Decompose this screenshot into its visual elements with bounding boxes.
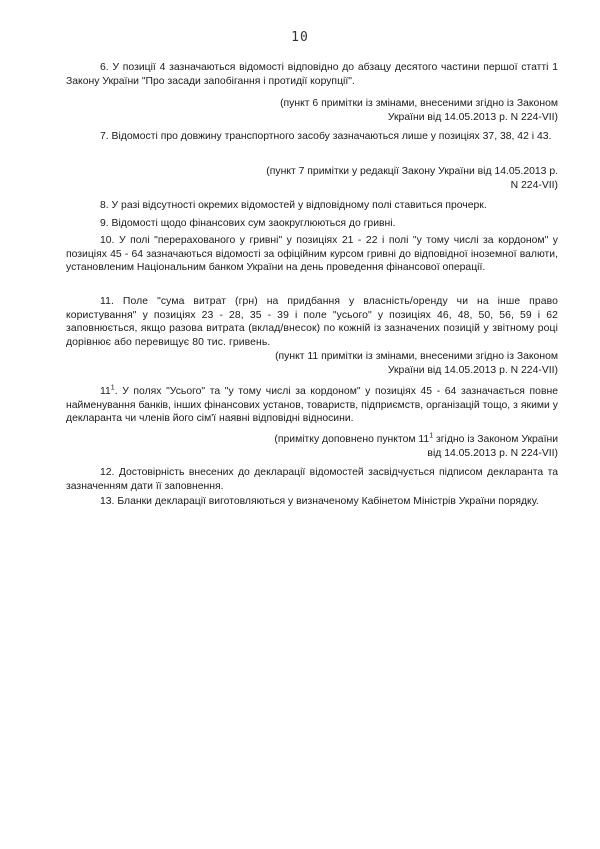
note-text-end: згідно із Законом України від 14.05.2013 р. N 224-VII) [427,434,558,459]
paragraph-11: 11. Поле "сума витрат (грн) на придбання у власність/оренду чи на інше право користування" у позиціях 23 - 28, 35 - 39 і поле "усього" у позиціях 46, 48, 50, 56, 59 і 62 заповнюється, якщо разова витрата (вклад/внесок) по кожній із зазначених позицій у звітному році дорівнює або перевищує 80 тис. гривень. [66,296,558,348]
superscript: 1 [429,432,434,440]
note-text-start: (примітку доповнено пунктом 11 [274,434,430,445]
paragraph-11-1 [66,385,558,426]
paragraph-7: 7. Відомості про довжину транспортного засобу зазначаються лише у позиціях 37, 38, 42 і 43. [100,131,552,142]
paragraph-6: 6. У позиції 4 зазначаються відомості відповідно до абзацу десятого частини першої статті 1 Закону України "Про засади запобігання і протидії корупції". [66,62,558,87]
paragraph-9: 9. Відомості щодо фінансових сум заокруглюються до гривні. [100,218,396,229]
paragraph-text: . У полях "Усього" та "у тому числі за кордоном" у позиціях 45 - 64 зазначається повне найменування банків, інших фінансових установ, товариств, підприємств, організацій тощо, з якими у декларанта чи членів його сім'ї наявні відповідні відносини. [66,386,558,425]
paragraph-8: 8. У разі відсутності окремих відомостей у відповідному полі ставиться прочерк. [100,200,487,211]
page-number: 10 [291,30,309,45]
paragraph-12: 12. Достовірність внесених до декларації відомостей засвідчується підписом декларанта та зазначенням дати її заповнення. [66,467,558,492]
amendment-note-7: (пункт 7 примітки у редакції Закону України від 14.05.2013 р. N 224-VII) [266,166,558,191]
amendment-note-11: (пункт 11 примітки із змінами, внесеними згідно із Законом України від 14.05.2013 р. N 224-VII) [275,351,558,376]
amendment-note-11-1 [258,433,558,460]
paragraph-number: 11 [100,386,111,397]
amendment-note-6: (пункт 6 примітки із змінами, внесеними згідно із Законом України від 14.05.2013 р. N 224-VII) [280,98,558,123]
paragraph-13: 13. Бланки декларації виготовляються у визначеному Кабінетом Міністрів України порядку. [100,496,539,507]
paragraph-10: 10. У полі "перерахованого у гривні" у позиціях 21 - 22 і полі "у тому числі за кордоном" у позиціях 45 - 64 зазначаються відомості за офіційним курсом гривні до відповідної іноземної валюти, установленим Національним банком України на день проведення фінансової операції. [66,235,558,274]
superscript: 1 [110,384,115,392]
